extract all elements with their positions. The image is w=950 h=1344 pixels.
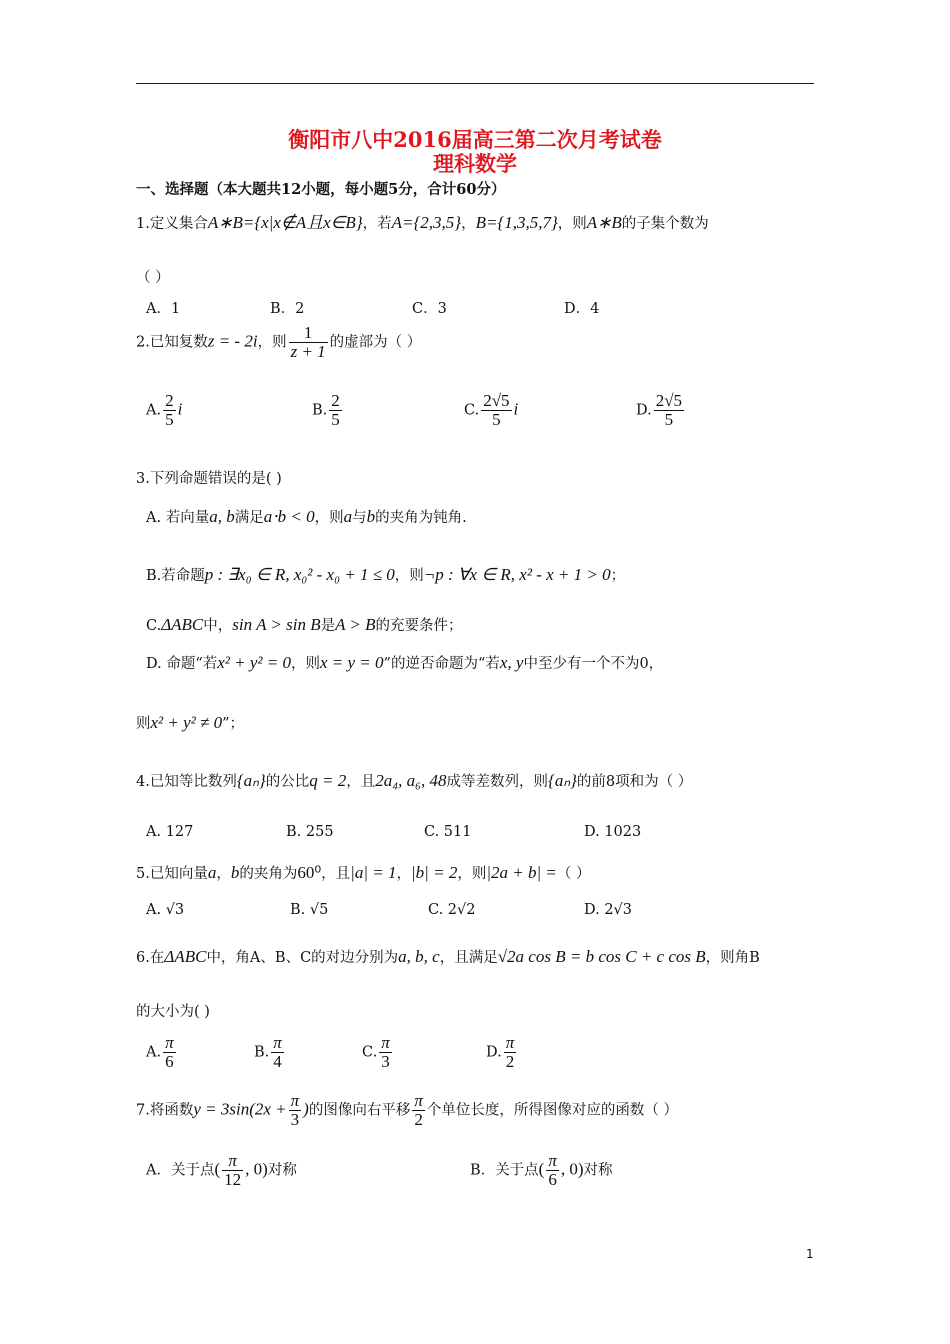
q3-option-d: D. 命题“若x² + y² = 0，则x = y = 0”的逆否命题为“若x, y中至少有一个不为0， <box>146 653 664 672</box>
q4-option-c: C. 511 <box>424 824 472 840</box>
q2-option-c: C. $\frac{2√5}{5}$ i <box>464 391 519 429</box>
q2-option-b: B. $\frac{2}{5}$ <box>312 391 340 429</box>
q6-option-b: B. $\frac{\pi}{4}$ <box>254 1033 282 1071</box>
q2-fraction: $\frac{1}{z + 1}$ <box>290 323 326 361</box>
q4-option-d: D. 1023 <box>584 824 642 840</box>
q1-option-d: D．4 <box>564 301 600 317</box>
q7-option-a: A．关于点( $\frac{\pi}{12}$ , 0)对称 <box>146 1151 297 1189</box>
q4-option-b: B. 255 <box>286 824 334 840</box>
q1-option-b: B．2 <box>270 301 305 317</box>
header-rule <box>136 83 814 84</box>
q3-option-b: B.若命题p : ∃x₀ ∈ R, x₀² - x₀ + 1 ≤ 0，则¬p : ∀x ∈ R, x² - x + 1 > 0； <box>146 565 626 584</box>
question-5: 5.已知向量a，b的夹角为60⁰，且|a| = 1，|b| = 2，则|2a + b| =（ ） <box>136 863 591 882</box>
q5-option-a: A. √3 <box>146 902 185 918</box>
question-6: 6.在ΔABC中，角A、B、C的对边分别为a, b, c，且满足√2a cos B = b cos C + c cos B，则角B <box>136 947 760 966</box>
q7-option-b: B．关于点( $\frac{\pi}{6}$ , 0)对称 <box>470 1151 613 1189</box>
q6-option-d: D. $\frac{\pi}{2}$ <box>486 1033 515 1071</box>
exam-subtitle: 理科数学 <box>433 151 517 176</box>
q2-option-d: D. $\frac{2√5}{5}$ <box>636 391 683 429</box>
q3-option-a: A. 若向量a, b满足a⋅b < 0，则a与b的夹角为钝角. <box>146 507 467 526</box>
question-7: 7.将函数y = 3sin(2x + $\frac{\pi}{3}$ )的图像向右平移 $\frac{\pi}{2}$ 个单位长度，所得图像对应的函数（ ） <box>136 1091 678 1129</box>
q2-option-a: A. $\frac{2}{5}$ i <box>146 391 183 429</box>
q1-option-c: C．3 <box>412 301 447 317</box>
q5-option-d: D. 2√3 <box>584 902 633 918</box>
question-1: 1.定义集合A∗B={x|x∉A且x∈B}，若A={2,3,5}，B={1,3,5,7}，则A∗B的子集个数为 <box>136 213 709 232</box>
question-4: 4.已知等比数列{aₙ}的公比q = 2，且2a₄, a₆, 48成等差数列，则{aₙ}的前8项和为（ ） <box>136 771 693 790</box>
q4-option-a: A. 127 <box>146 824 194 840</box>
page-number: 1 <box>806 1247 814 1261</box>
q3-option-c: C.ΔABC中，sin A > sin B是A > B的充要条件； <box>146 615 463 634</box>
question-2: 2.已知复数z = - 2i，则 $\frac{1}{z + 1}$ 的虚部为（ ） <box>136 323 422 361</box>
q1-option-a: A．1 <box>146 301 181 317</box>
exam-title: 衡阳市八中2016届高三第二次月考试卷 <box>288 127 662 152</box>
q5-option-b: B. √5 <box>290 902 329 918</box>
section-heading: 一、选择题（本大题共12小题，每小题5分，合计60分） <box>136 181 506 198</box>
question-6-cont: 的大小为( ) <box>136 1004 210 1020</box>
question-3: 3.下列命题错误的是( ) <box>136 471 282 487</box>
q5-option-c: C. 2√2 <box>428 902 476 918</box>
q3-option-d-cont: 则x² + y² ≠ 0”； <box>136 713 245 732</box>
q6-option-a: A. $\frac{\pi}{6}$ <box>146 1033 174 1071</box>
q6-option-c: C. $\frac{\pi}{3}$ <box>362 1033 390 1071</box>
question-1-paren: （ ） <box>136 270 170 286</box>
